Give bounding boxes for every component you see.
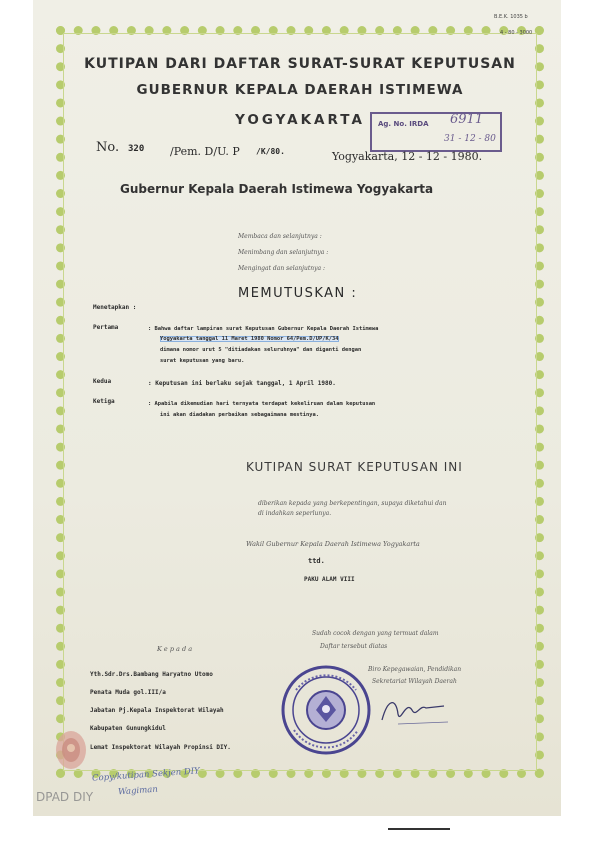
biro-line-2: Sekretariat Wilayah Daerah	[372, 678, 457, 685]
reference-code: /Pem. D/U. P	[170, 145, 240, 158]
article-1-text-2: Yogyakarta tanggal 11 Maret 1980 Nomor 64/Pem.D/UP/K/34	[160, 336, 339, 342]
place-date: Yogyakarta, 12 - 12 - 1980.	[332, 150, 483, 163]
article-1-text-3: dimana nomor urut 5 "ditiadakan seluruhnya" dan diganti dengan	[160, 347, 362, 353]
article-3-text-2: ini akan diadakan perbaikan sebagaimana mestinya.	[160, 412, 320, 418]
consideration-1: Membaca dan selanjutnya :	[238, 233, 322, 240]
official-seal-icon	[278, 664, 376, 756]
agenda-stamp	[370, 112, 502, 152]
certify-line-1: Sudah cocok dengan yang termuat dalam	[312, 630, 439, 637]
agenda-number: 6911	[450, 112, 484, 127]
doc-code-2: 4 - 80 - 3000	[500, 30, 533, 36]
kepada-label: K e p a d a	[157, 645, 193, 653]
handwritten-note-2: Wagiman	[117, 784, 159, 798]
signature-icon	[378, 692, 458, 728]
signatory-name: PAKU ALAM VIII	[304, 576, 355, 583]
article-3-text-1: : Apabila dikemudian hari ternyata terdapat kekeliruan dalam keputusan	[148, 401, 376, 407]
menetapkan-label: Menetapkan :	[93, 304, 137, 311]
ttd: ttd.	[308, 557, 325, 565]
signatory-title: Wakil Gubernur Kepala Daerah Istimewa Yogyakarta	[246, 540, 420, 548]
consideration-2: Menimbang dan selanjutnya :	[238, 249, 329, 256]
bottom-rule	[388, 828, 450, 830]
decides-heading: MEMUTUSKAN :	[238, 286, 358, 301]
reference-no-value: 320	[128, 144, 145, 154]
reference-code-suffix: /K/80.	[256, 147, 285, 156]
recipient-line-1: Yth.Sdr.Drs.Bambang Haryatno Utomo	[90, 671, 213, 678]
article-2-label: Kedua	[93, 378, 112, 385]
quote-text-1: diberikan kepada yang berkepentingan, supaya diketahui dan	[258, 500, 447, 507]
article-1-text-4: surat keputusan yang baru.	[160, 358, 245, 364]
article-3-label: Ketiga	[93, 398, 115, 405]
quote-title: KUTIPAN SURAT KEPUTUSAN INI	[246, 460, 463, 474]
article-1-text-1: : Bahwa daftar lampiran surat Keputusan Gubernur Kepala Daerah Istimewa	[148, 326, 379, 332]
recipient-line-5: Lemat Inspektorat Wilayah Propinsi DIY.	[90, 744, 231, 751]
quote-text-2: di indahkan seperlunya.	[258, 510, 332, 517]
article-1-label: Pertama	[93, 324, 119, 331]
title-line-3: YOGYAKARTA	[235, 112, 365, 128]
title-line-1: KUTIPAN DARI DAFTAR SURAT-SURAT KEPUTUSAN	[84, 56, 516, 72]
watermark-text: DPAD DIY	[36, 790, 94, 804]
doc-code-1: B.E.K. 1035 b	[494, 14, 528, 20]
agenda-date: 31 - 12 - 80	[444, 134, 496, 144]
certify-line-2: Daftar tersebut diatas	[320, 643, 388, 650]
article-2-text-1: : Keputusan ini berlaku sejak tanggal, 1 April 1980.	[148, 380, 336, 387]
recipient-line-4: Kabupaten Gunungkidul	[90, 725, 166, 732]
recipient-line-3: Jabatan Pj.Kepala Inspektorat Wilayah	[90, 707, 224, 714]
reference-no-label: No.	[96, 140, 120, 155]
archive-logo-icon	[53, 728, 89, 772]
biro-line-1: Biro Kepegawaian, Pendidikan	[368, 666, 462, 673]
title-line-2: GUBERNUR KEPALA DAERAH ISTIMEWA	[136, 82, 464, 98]
recipient-line-2: Penata Muda gol.III/a	[90, 689, 166, 696]
handwritten-note-1: Copy/kutipan Sekjen DIY	[91, 766, 201, 784]
issuer: Gubernur Kepala Daerah Istimewa Yogyakarta	[120, 182, 434, 196]
consideration-3: Mengingat dan selanjutnya :	[238, 265, 325, 272]
agenda-label: Ag. No. IRDA	[378, 120, 429, 128]
